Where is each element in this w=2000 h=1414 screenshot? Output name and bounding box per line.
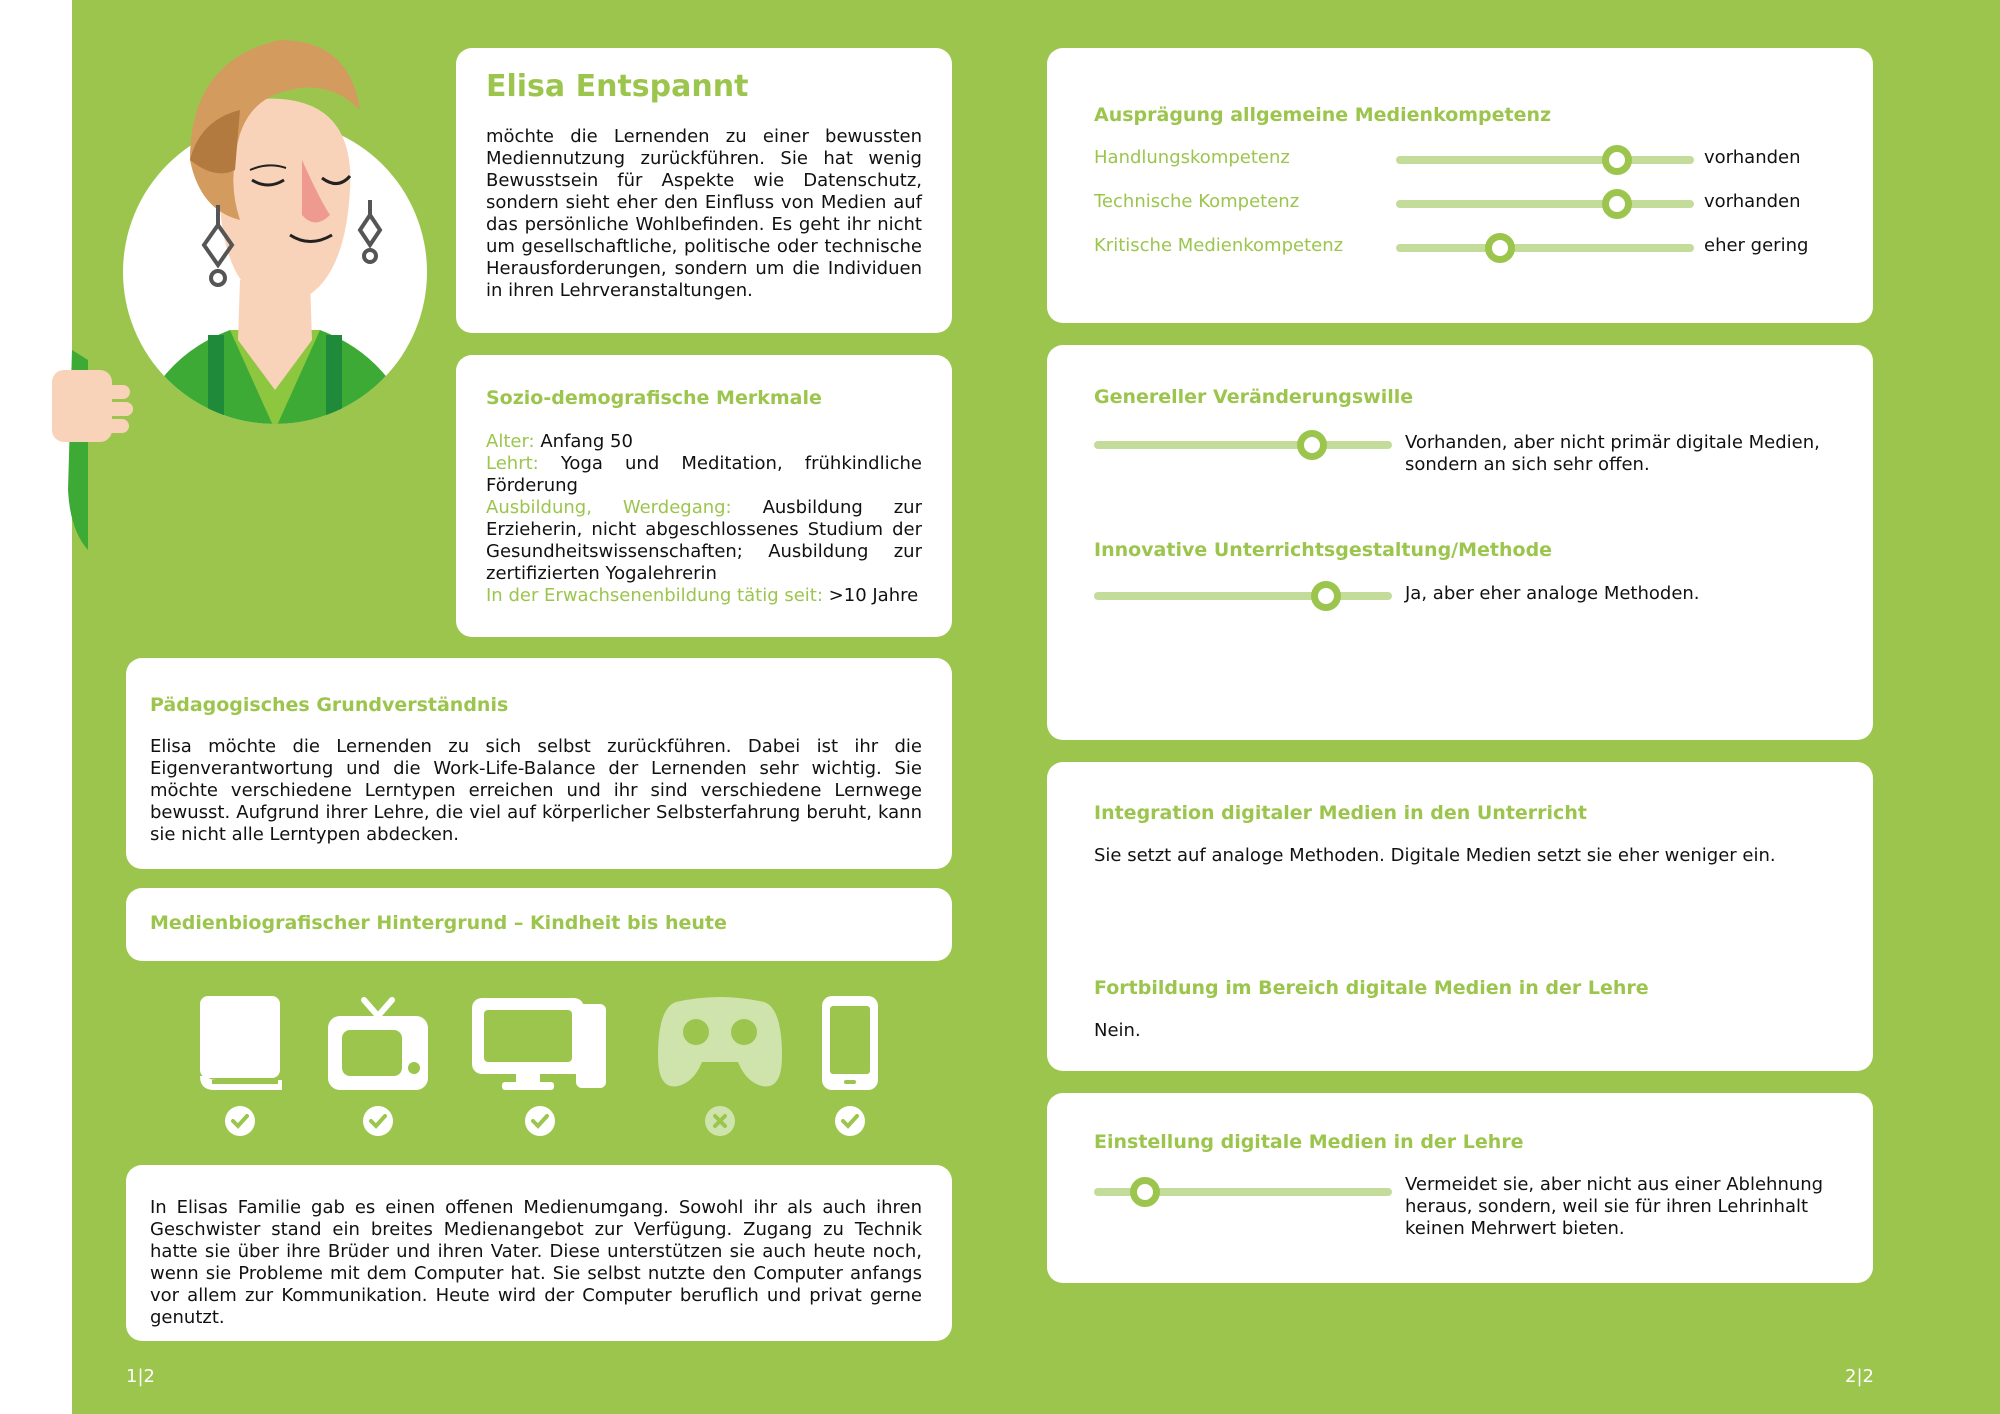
gamepad-icon	[656, 996, 784, 1092]
kompetenz-slider	[1396, 156, 1694, 164]
taetig-label: In der Erwachsenenbildung tätig seit:	[486, 585, 823, 606]
smartphone-icon	[820, 996, 880, 1092]
paed-text: Elisa möchte die Lernenden zu sich selbst zurückführen. Dabei ist ihr die Eigenverantwortung und die Work-Life-Balance der Lernenden sehr wichtig. Sie möchte verschiedene Lerntypen erreichen und ihr sind verschiedene Lernwege bewusst. Aufgrund ihrer Lehre, die viel auf körperlicher Selbsterfahrung beruht, kann sie nicht alle Lerntypen abdecken.	[150, 736, 922, 845]
fortbildung-text: Nein.	[1094, 1020, 1141, 1041]
ausbildung-label: Ausbildung, Werdegang:	[486, 497, 732, 518]
kompetenz-slider	[1396, 200, 1694, 208]
slider-knob	[1485, 233, 1515, 263]
kompetenz-label: Technische Kompetenz	[1094, 191, 1300, 212]
check-icon	[835, 1106, 865, 1136]
check-icon	[363, 1106, 393, 1136]
alter-label: Alter:	[486, 431, 535, 452]
ausbildung-value: Ausbildung zur Erzieherin, nicht abgeschlossenes Studium der Gesundheitswissenschaften; Ausbildung zur zertifizierten Yogalehrerin	[486, 497, 922, 584]
medienbio-title: Medienbiografischer Hintergrund – Kindheit bis heute	[150, 912, 727, 934]
slider-knob	[1130, 1177, 1160, 1207]
einstellung-title: Einstellung digitale Medien in der Lehre	[1094, 1131, 1524, 1153]
kompetenz-value: vorhanden	[1704, 147, 1801, 168]
integration-card	[1047, 762, 1873, 1071]
innovativ-text: Ja, aber eher analoge Methoden.	[1405, 583, 1700, 604]
page-number-right: 2|2	[1845, 1366, 1874, 1387]
kompetenz-title: Ausprägung allgemeine Medienkompetenz	[1094, 104, 1552, 126]
paed-card	[126, 658, 952, 869]
kompetenz-label: Handlungskompetenz	[1094, 147, 1290, 168]
fortbildung-title: Fortbildung im Bereich digitale Medien in der Lehre	[1094, 977, 1649, 999]
kompetenz-label: Kritische Medienkompetenz	[1094, 235, 1344, 256]
check-icon	[525, 1106, 555, 1136]
veraenderung-slider	[1094, 441, 1392, 449]
socio-title: Sozio-demografische Merkmale	[486, 387, 822, 409]
kompetenz-card	[1047, 48, 1873, 323]
kompetenz-value: vorhanden	[1704, 191, 1801, 212]
innovativ-slider	[1094, 592, 1392, 600]
socio-text	[486, 431, 922, 607]
integration-text: Sie setzt auf analoge Methoden. Digitale Medien setzt sie eher weniger ein.	[1094, 845, 1776, 866]
computer-icon	[472, 996, 606, 1092]
avatar	[40, 30, 440, 560]
tv-icon	[326, 996, 430, 1092]
taetig-value: >10 Jahre	[828, 585, 919, 606]
kompetenz-value: eher gering	[1704, 235, 1809, 256]
slider-knob	[1311, 581, 1341, 611]
slider-knob	[1602, 189, 1632, 219]
innovativ-title: Innovative Unterrichtsgestaltung/Methode	[1094, 539, 1553, 561]
slider-knob	[1297, 430, 1327, 460]
medienbio-text: In Elisas Familie gab es einen offenen Medienumgang. Sowohl ihr als auch ihren Geschwister stand ein breites Medienangebot zur Verfügung. Zugang zu Technik hatte sie über ihre Brüder und ihren Vater. Diese unterstützen sie auch heute noch, wenn sie Probleme mit dem Computer hat. Sie selbst nutzte den Computer anfangs vor allem zur Kommunikation. Heute wird der Computer beruflich und privat gerne genutzt.	[150, 1197, 922, 1328]
einstellung-slider	[1094, 1188, 1392, 1196]
einstellung-card	[1047, 1093, 1873, 1283]
lehrt-value: Yoga und Meditation, frühkindliche Förderung	[486, 453, 922, 496]
einstellung-text: Vermeidet sie, aber nicht aus einer Ablehnung heraus, sondern, weil sie für ihren Lehrinhalt keinen Mehrwert bieten.	[1405, 1174, 1824, 1239]
veraenderung-title: Genereller Veränderungswille	[1094, 386, 1414, 408]
integration-title: Integration digitaler Medien in den Unterricht	[1094, 802, 1587, 824]
alter-value: Anfang 50	[540, 431, 633, 452]
medienbio-title-card	[126, 888, 952, 961]
socio-card	[456, 355, 952, 637]
medienbio-text-card	[126, 1165, 952, 1341]
intro-card	[456, 48, 952, 333]
paed-title: Pädagogisches Grundverständnis	[150, 694, 509, 716]
slider-knob	[1602, 145, 1632, 175]
check-icon	[225, 1106, 255, 1136]
persona-intro: möchte die Lernenden zu einer bewussten Mediennutzung zurückführen. Sie hat wenig Bewusstsein für Aspekte wie Datenschutz, sondern sieht eher den Einfluss von Medien auf das persönliche Wohlbefinden. Es geht ihr nicht um gesellschaftliche, politische oder technische Herausforderungen, sondern um die Individuen in ihren Lehrveranstaltungen.	[486, 126, 922, 301]
persona-name: Elisa Entspannt	[486, 69, 749, 104]
veraenderung-card	[1047, 345, 1873, 740]
book-icon	[198, 996, 282, 1092]
cross-icon	[705, 1106, 735, 1136]
veraenderung-text: Vorhanden, aber nicht primär digitale Medien, sondern an sich sehr offen.	[1405, 432, 1820, 475]
page-number-left: 1|2	[126, 1366, 155, 1387]
kompetenz-slider	[1396, 244, 1694, 252]
lehrt-label: Lehrt:	[486, 453, 539, 474]
